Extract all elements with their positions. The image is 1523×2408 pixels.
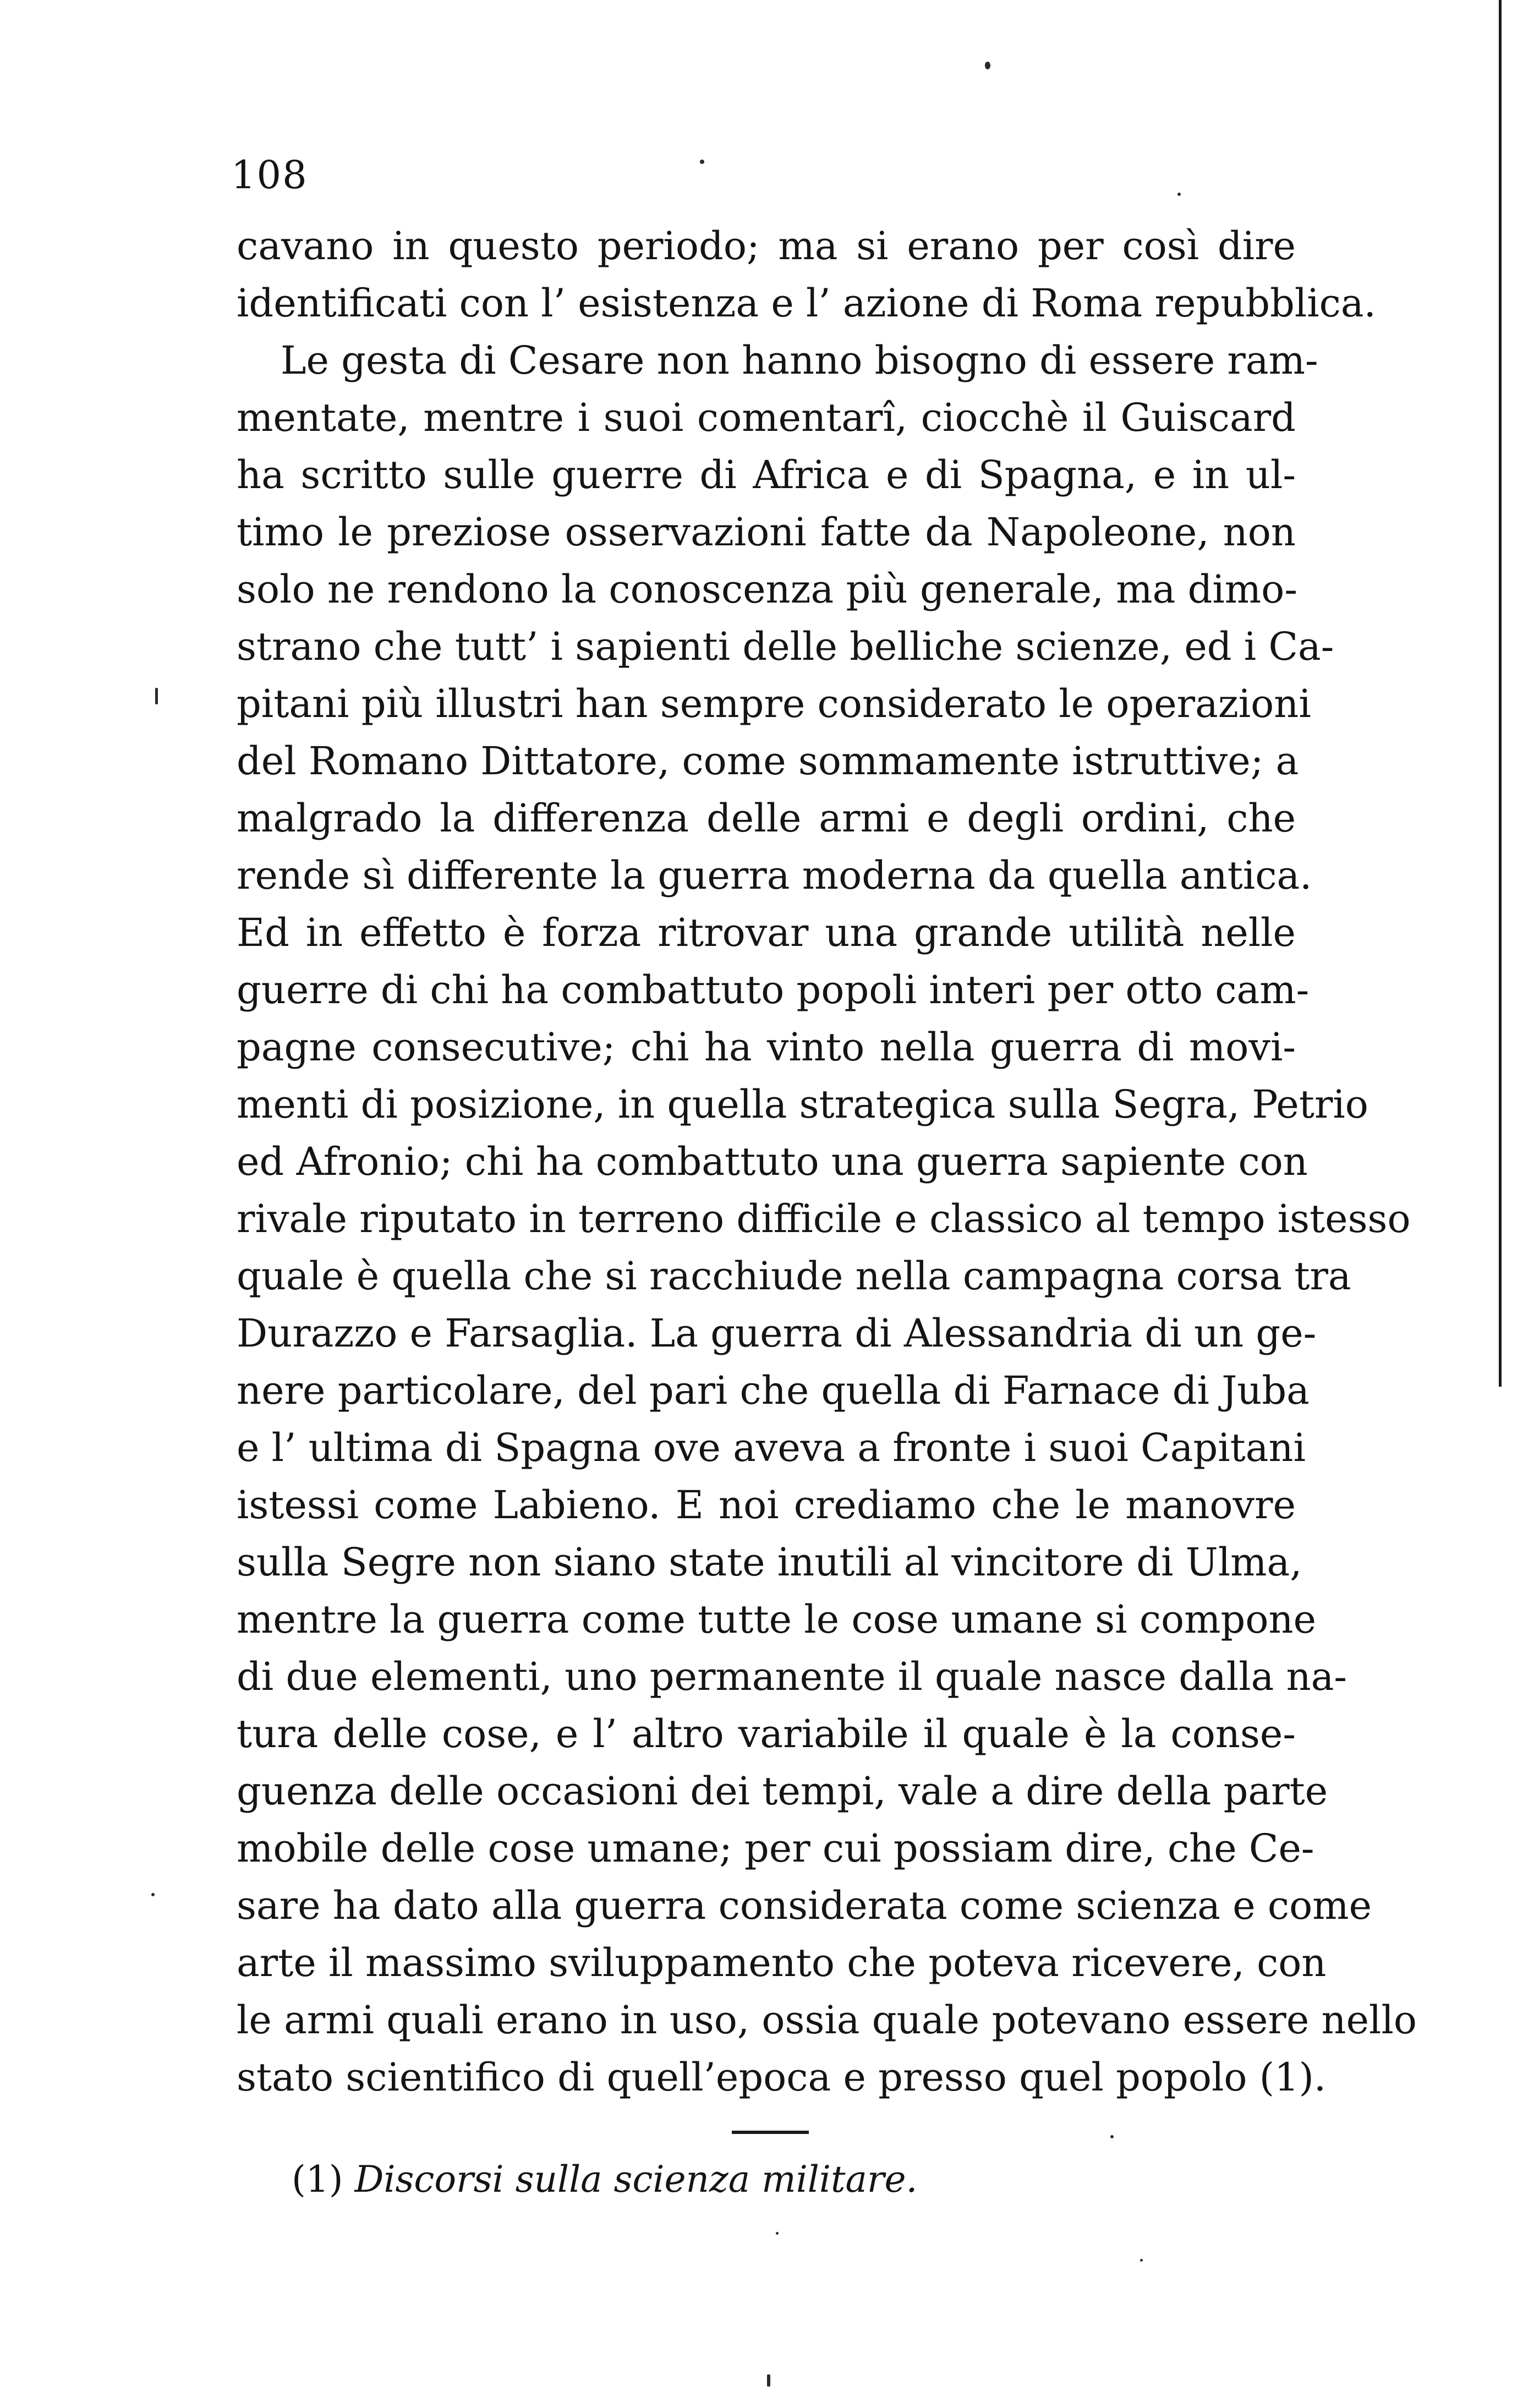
text-line: solo ne rendono la conoscenza più generale, ma dimo-: [237, 567, 1297, 612]
text-line: sare ha dato alla guerra considerata come scienza e come: [237, 1883, 1372, 1928]
text-line: Le gesta di Cesare non hanno bisogno di essere ram-: [281, 338, 1318, 383]
text-line: cavano in questo periodo; ma si erano per così dire: [237, 223, 1296, 269]
text-line: mentate, mentre i suoi comentarî, ciocchè il Guiscard: [237, 395, 1296, 440]
scan-speck: [1140, 2259, 1143, 2262]
text-line: timo le preziose osservazioni fatte da Napoleone, non: [237, 510, 1296, 555]
text-line: Durazzo e Farsaglia. La guerra di Alessandria di un ge-: [237, 1311, 1317, 1356]
text-line: rivale riputato in terreno difficile e classico al tempo istesso: [237, 1196, 1411, 1241]
text-line: menti di posizione, in quella strategica sulla Segra, Petrio: [237, 1082, 1368, 1127]
text-line: guerre di chi ha combattuto popoli interi per otto cam-: [237, 967, 1310, 1013]
text-line: identificati con l’ esistenza e l’ azione di Roma repubblica.: [237, 281, 1376, 326]
text-line: pitani più illustri han sempre considerato le operazioni: [237, 681, 1311, 726]
text-line: strano che tutt’ i sapienti delle belliche scienze, ed i Ca-: [237, 624, 1334, 669]
body-text: [237, 217, 1417, 2106]
text-line: rende sì differente la guerra moderna da quella antica.: [237, 853, 1312, 898]
scan-edge-line: [1499, 0, 1502, 1387]
text-line: arte il massimo sviluppamento che poteva ricevere, con: [237, 1940, 1327, 1985]
text-line: mobile delle cose umane; per cui possiam dire, che Ce-: [237, 1826, 1314, 1871]
text-line: tura delle cose, e l’ altro variabile il quale è la conse-: [237, 1711, 1296, 1756]
scan-speck: [700, 160, 704, 164]
footnote-divider: [732, 2131, 809, 2134]
text-line: Ed in effetto è forza ritrovar una grande utilità nelle: [237, 910, 1296, 955]
text-line: di due elementi, uno permanente il quale nasce dalla na-: [237, 1654, 1347, 1699]
text-line: quale è quella che si racchiude nella campagna corsa tra: [237, 1254, 1351, 1299]
scan-speck: [155, 688, 158, 704]
text-line: sulla Segre non siano state inutili al vincitore di Ulma,: [237, 1540, 1302, 1585]
text-line: stato scientifico di quell’epoca e presso quel popolo (1).: [237, 2055, 1327, 2100]
scan-speck: [776, 2232, 779, 2235]
scan-speck: [985, 62, 990, 69]
page-number: 108: [231, 152, 308, 198]
text-line: ed Afronio; chi ha combattuto una guerra sapiente con: [237, 1139, 1308, 1184]
text-line: nere particolare, del pari che quella di Farnace di Juba: [237, 1368, 1310, 1413]
text-line: pagne consecutive; chi ha vinto nella guerra di movi-: [237, 1025, 1296, 1070]
scan-speck: [767, 2374, 770, 2387]
scan-speck: [151, 1893, 155, 1896]
footnote-text: Discorsi sulla scienza militare.: [354, 2158, 918, 2201]
text-line: del Romano Dittatore, come sommamente istruttive; a: [237, 738, 1299, 784]
footnote-mark: (1): [292, 2158, 343, 2201]
text-line: mentre la guerra come tutte le cose umane si compone: [237, 1597, 1317, 1642]
text-line: le armi quali erano in uso, ossia quale potevano essere nello: [237, 1997, 1417, 2043]
text-line: guenza delle occasioni dei tempi, vale a dire della parte: [237, 1769, 1328, 1814]
text-line: e l’ ultima di Spagna ove aveva a fronte i suoi Capitani: [237, 1425, 1306, 1470]
text-line: malgrado la differenza delle armi e degli ordini, che: [237, 796, 1296, 841]
footnote: [292, 2155, 917, 2204]
text-line: ha scritto sulle guerre di Africa e di Spagna, e in ul-: [237, 452, 1296, 497]
scan-speck: [1110, 2135, 1114, 2138]
scan-speck: [1177, 193, 1181, 196]
text-line: istessi come Labieno. E noi crediamo che le manovre: [237, 1482, 1296, 1528]
